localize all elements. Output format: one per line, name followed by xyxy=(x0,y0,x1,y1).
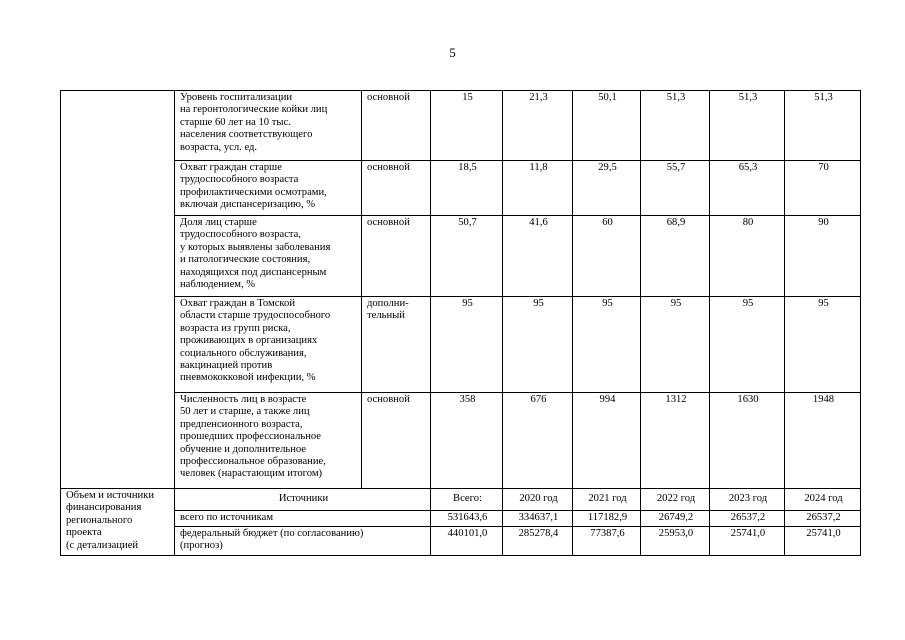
indicator-value: 90 xyxy=(785,216,861,297)
financing-section-label: Объем и источники финансирования регионального проекта (с детализацией xyxy=(61,489,175,556)
indicator-row xyxy=(61,297,861,393)
project-indicators-table xyxy=(60,90,861,556)
indicator-name: Доля лиц старше трудоспособного возраста, у которых выявлены заболевания и патологические состояния, находящихся под диспансерным наблюдением, % xyxy=(175,216,362,297)
financing-value: 77387,6 xyxy=(573,527,641,556)
financing-value: 117182,9 xyxy=(573,511,641,527)
financing-row xyxy=(61,511,861,527)
indicator-row xyxy=(61,161,861,216)
financing-row xyxy=(61,527,861,556)
indicator-value: 15 xyxy=(431,91,503,161)
indicator-value: 60 xyxy=(573,216,641,297)
page-number: 5 xyxy=(449,45,456,60)
financing-value: 25953,0 xyxy=(641,527,710,556)
financing-value: 25741,0 xyxy=(710,527,785,556)
financing-value: 334637,1 xyxy=(503,511,573,527)
sources-header: Источники xyxy=(175,489,431,511)
indicator-value: 50,1 xyxy=(573,91,641,161)
financing-value: 26537,2 xyxy=(710,511,785,527)
indicator-value: 18,5 xyxy=(431,161,503,216)
indicator-value: 80 xyxy=(710,216,785,297)
financing-value: 531643,6 xyxy=(431,511,503,527)
indicator-value: 51,3 xyxy=(641,91,710,161)
year-header: 2024 год xyxy=(785,489,861,511)
year-header: 2022 год xyxy=(641,489,710,511)
section-label-empty xyxy=(61,91,175,489)
indicator-value: 65,3 xyxy=(710,161,785,216)
indicator-value: 1312 xyxy=(641,393,710,489)
indicator-name: Охват граждан старше трудоспособного возраста профилактическими осмотрами, включая диспансеризацию, % xyxy=(175,161,362,216)
indicator-type: основной xyxy=(362,161,431,216)
indicator-type: основной xyxy=(362,91,431,161)
total-header: Всего: xyxy=(431,489,503,511)
financing-value: 26749,2 xyxy=(641,511,710,527)
indicator-value: 70 xyxy=(785,161,861,216)
indicator-name: Численность лиц в возрасте 50 лет и старше, а также лиц предпенсионного возраста, прошедших профессиональное обучение и дополнительное профессиональное образование, человек (нарастающим итогом) xyxy=(175,393,362,489)
indicator-value: 51,3 xyxy=(785,91,861,161)
indicator-name: Уровень госпитализации на геронтологические койки лиц старше 60 лет на 10 тыс. населения соответствующего возраста, усл. ед. xyxy=(175,91,362,161)
indicator-value: 50,7 xyxy=(431,216,503,297)
indicator-value: 95 xyxy=(641,297,710,393)
indicator-value: 994 xyxy=(573,393,641,489)
financing-source-label: федеральный бюджет (по согласованию) (прогноз) xyxy=(175,527,431,556)
indicator-type: основной xyxy=(362,393,431,489)
indicator-value: 358 xyxy=(431,393,503,489)
financing-value: 25741,0 xyxy=(785,527,861,556)
indicator-value: 68,9 xyxy=(641,216,710,297)
indicator-value: 21,3 xyxy=(503,91,573,161)
indicator-row xyxy=(61,216,861,297)
indicator-value: 11,8 xyxy=(503,161,573,216)
indicator-value: 676 xyxy=(503,393,573,489)
year-header: 2021 год xyxy=(573,489,641,511)
financing-header-row xyxy=(61,489,861,511)
indicator-value: 29,5 xyxy=(573,161,641,216)
indicator-row xyxy=(61,91,861,161)
indicator-value: 1948 xyxy=(785,393,861,489)
indicator-row xyxy=(61,393,861,489)
indicator-value: 95 xyxy=(573,297,641,393)
indicator-value: 95 xyxy=(503,297,573,393)
financing-value: 285278,4 xyxy=(503,527,573,556)
year-header: 2023 год xyxy=(710,489,785,511)
indicator-value: 1630 xyxy=(710,393,785,489)
indicator-value: 41,6 xyxy=(503,216,573,297)
indicator-type: дополни- тельный xyxy=(362,297,431,393)
indicator-value: 55,7 xyxy=(641,161,710,216)
indicator-value: 95 xyxy=(431,297,503,393)
financing-value: 26537,2 xyxy=(785,511,861,527)
financing-source-label: всего по источникам xyxy=(175,511,431,527)
financing-value: 440101,0 xyxy=(431,527,503,556)
indicator-value: 95 xyxy=(785,297,861,393)
indicator-value: 95 xyxy=(710,297,785,393)
indicator-name: Охват граждан в Томской области старше трудоспособного возраста из групп риска, проживающих в организациях социального обслуживания, вакцинацией против пневмококковой инфекции, % xyxy=(175,297,362,393)
indicator-type: основной xyxy=(362,216,431,297)
indicator-value: 51,3 xyxy=(710,91,785,161)
year-header: 2020 год xyxy=(503,489,573,511)
